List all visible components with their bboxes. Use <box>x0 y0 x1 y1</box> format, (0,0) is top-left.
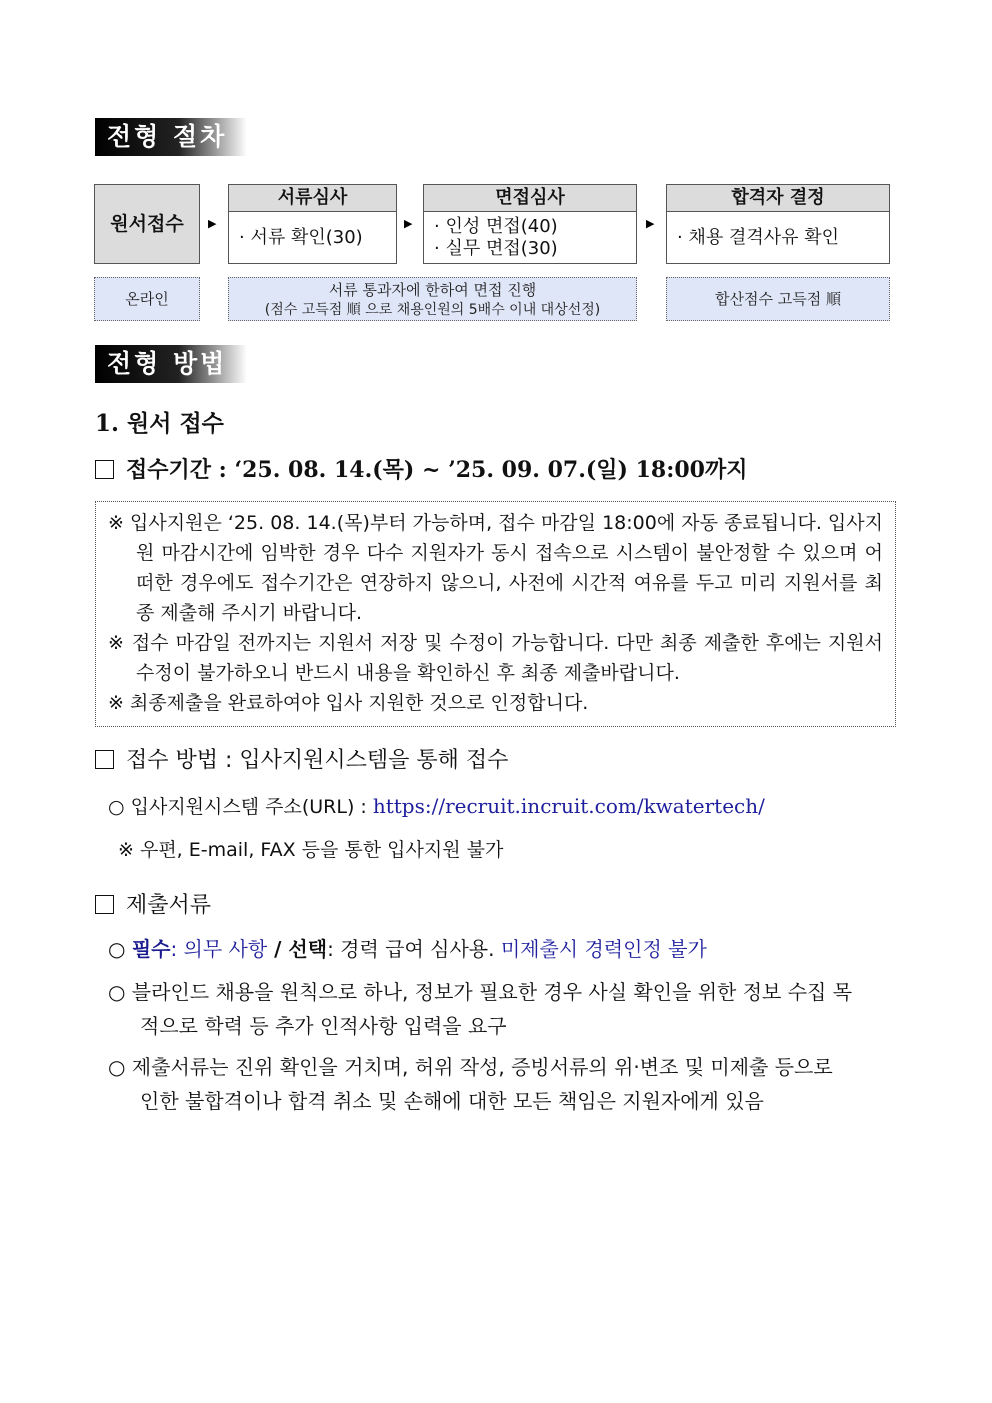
application-period-text: 접수기간 : ‘25. 08. 14.(목) ~ ’25. 09. 07.(일) 18:00까지 <box>126 457 748 483</box>
documents-heading-text: 제출서류 <box>126 893 212 918</box>
step-interview-title: 면접심사 <box>424 185 636 212</box>
step-application-label: 원서접수 <box>110 213 184 235</box>
url-line <box>108 792 765 819</box>
section-title-process: 전형 절차 <box>95 118 247 156</box>
caution-box <box>95 501 896 727</box>
warning-text: 미제출시 경력인정 불가 <box>500 937 707 961</box>
required-label: 필수 <box>131 937 171 961</box>
checkbox-square-icon <box>95 460 114 479</box>
step-interview <box>423 184 637 264</box>
method-heading-text: 접수 방법 : 입사지원시스템을 통해 접수 <box>126 748 509 773</box>
caution-item: ※ 최종제출을 완료하여야 입사 지원한 것으로 인정합니다. <box>108 692 589 714</box>
documents-heading <box>95 888 211 919</box>
note-online: 온라인 <box>94 277 200 321</box>
separator: / <box>267 937 289 961</box>
application-period <box>95 453 747 484</box>
url-label: ○ 입사지원시스템 주소(URL) : <box>108 796 373 818</box>
step-document-review <box>228 184 397 264</box>
caution-item: ※ 입사지원은 ‘25. 08. 14.(목)부터 가능하며, 접수 마감일 18:00에 자동 종료됩니다. 입사지원 마감시간에 임박한 경우 다수 지원자가 동시 접속으로 시스템이 불안정할 수 있으며 어떠한 경우에도 접수기간은 연장하지 않으니, 사전에 시간적 여유를 두고 미리 지원서를 최종 제출해 주시기 바랍니다. <box>108 512 883 624</box>
bullet-mark: ○ <box>108 937 126 961</box>
checkbox-square-icon <box>95 750 114 769</box>
heading-application: 1. 원서 접수 <box>95 410 224 437</box>
step-interview-item: · 실무 면접(30) <box>434 238 558 259</box>
documents-bullet-blind <box>108 975 853 1043</box>
note-interview-selection <box>228 277 637 321</box>
required-desc: : 의무 사항 <box>170 937 268 961</box>
step-final-decision-title: 합격자 결정 <box>667 185 889 212</box>
documents-bullet-blind-text: ○ 블라인드 채용을 원칙으로 하나, 정보가 필요한 경우 사실 확인을 위한 정보 수집 목적으로 학력 등 추가 인적사항 입력을 요구 <box>108 980 853 1038</box>
optional-label: 선택 <box>288 937 328 961</box>
arrow-2: ▶ <box>404 217 413 230</box>
arrow-1: ▶ <box>208 217 217 230</box>
note-score-ranking: 합산점수 고득점 順 <box>666 277 890 321</box>
optional-desc: : 경력 급여 심사용. <box>327 937 495 961</box>
step-application <box>94 184 200 264</box>
note-interview-line1: 서류 통과자에 한하여 면접 진행 <box>328 281 537 299</box>
caution-item: ※ 접수 마감일 전까지는 지원서 저장 및 수정이 가능합니다. 다만 최종 제출한 후에는 지원서 수정이 불가하오니 반드시 내용을 확인하신 후 최종 제출바랍니다. <box>108 632 883 684</box>
step-document-review-title: 서류심사 <box>229 185 396 212</box>
documents-bullet-verification-text: ○ 제출서류는 진위 확인을 거치며, 허위 작성, 증빙서류의 위·변조 및 미제출 등으로 인한 불합격이나 합격 취소 및 손해에 대한 모든 책임은 지원자에게 있음 <box>108 1055 833 1113</box>
step-final-decision <box>666 184 890 264</box>
arrow-3: ▶ <box>646 217 655 230</box>
recruit-url-link[interactable]: https://recruit.incruit.com/kwatertech/ <box>372 794 765 818</box>
step-final-decision-item: · 채용 결격사유 확인 <box>677 227 839 248</box>
documents-bullet-verification <box>108 1050 853 1118</box>
step-document-review-item: · 서류 확인(30) <box>239 227 363 248</box>
documents-bullet-required <box>108 932 868 966</box>
checkbox-square-icon <box>95 895 114 914</box>
method-note: ※ 우편, E-mail, FAX 등을 통한 입사지원 불가 <box>118 839 504 861</box>
method-heading <box>95 743 508 774</box>
note-interview-line2: (점수 고득점 順 으로 채용인원의 5배수 이내 대상선정) <box>264 302 601 318</box>
section-title-method: 전형 방법 <box>95 345 247 383</box>
step-interview-item: · 인성 면접(40) <box>434 216 558 237</box>
